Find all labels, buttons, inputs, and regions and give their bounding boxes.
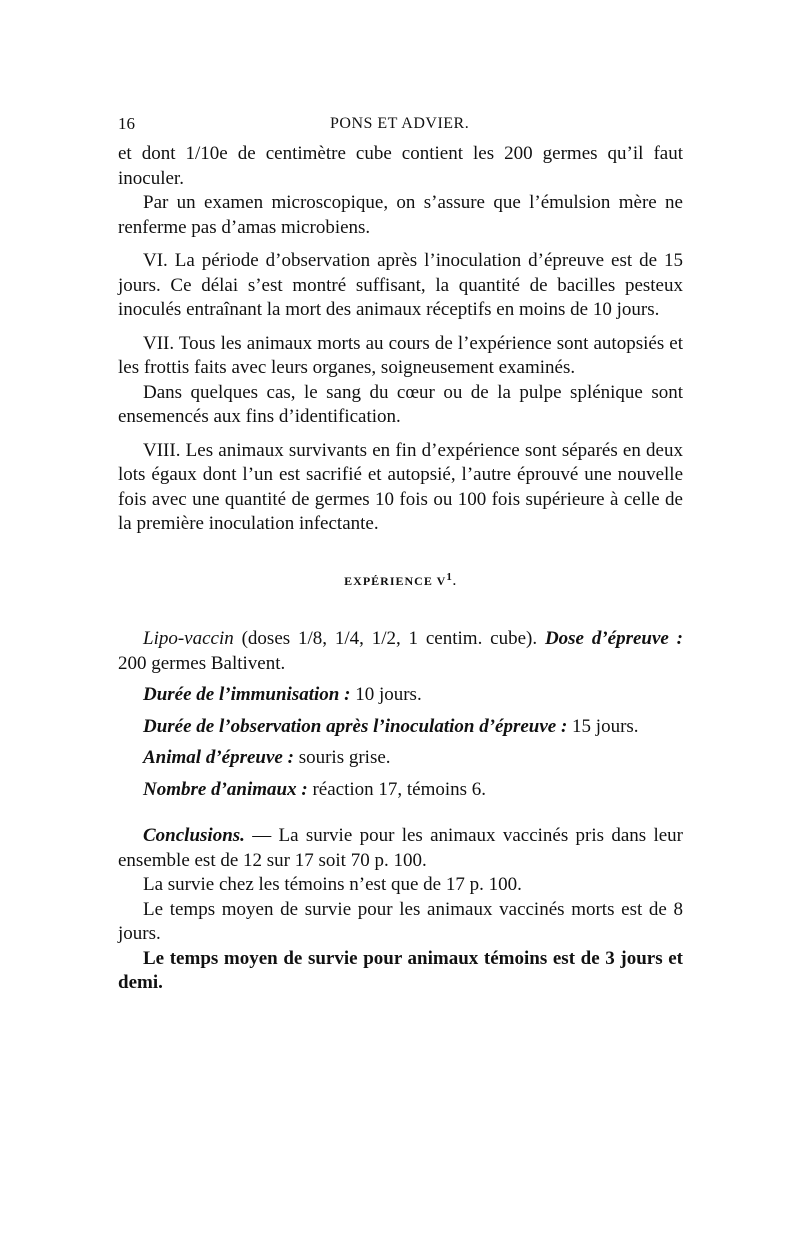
experiment-line-5 bbox=[118, 778, 683, 803]
paragraph-6: VIII. Les animaux survivants en fin d’expérience sont séparés en deux lots égaux dont l’un est sacrifié et autopsié, l’autre éprouvé une nouvelle fois avec une quantité de germes 10 fois ou 100 fois supérieure à celle de la première inoculation infectante. bbox=[118, 439, 683, 534]
observation-label: Durée de l’observation après l’inoculation d’épreuve : bbox=[143, 715, 568, 737]
experiment-line-3 bbox=[118, 715, 683, 740]
lipo-vaccin-text: (doses 1/8, 1/4, 1/2, 1 centim. cube). bbox=[233, 628, 545, 649]
immunisation-text: 10 jours. bbox=[350, 684, 422, 705]
experiment-line-2 bbox=[118, 683, 683, 708]
animal-label: Animal d’épreuve : bbox=[143, 747, 294, 768]
section-title bbox=[118, 565, 683, 594]
paragraph-4: VII. Tous les animaux morts au cours de l’expérience sont autopsiés et les frottis faits avec leurs organes, soigneusement examinés. bbox=[118, 332, 683, 378]
footnote-mark: 1 bbox=[446, 570, 453, 583]
lipo-vaccin-label: Lipo-vaccin bbox=[143, 628, 234, 649]
nombre-text: réaction 17, témoins 6. bbox=[307, 778, 487, 800]
section-title-end: . bbox=[452, 573, 457, 588]
page-number: 16 bbox=[118, 114, 135, 133]
experiment-line-1 bbox=[118, 627, 683, 676]
dose-text: 200 germes Baltivent. bbox=[118, 652, 286, 674]
experiment-block bbox=[118, 627, 683, 802]
dose-label: Dose d’épreuve : bbox=[544, 628, 683, 649]
animal-text: souris grise. bbox=[293, 747, 391, 768]
conclusion-1 bbox=[118, 824, 683, 873]
conclusion-4: Le temps moyen de survie pour animaux témoins est de 3 jours et demi. bbox=[118, 947, 683, 993]
conclusion-1-text: — La survie pour les animaux vaccinés pris dans leur ensemble est de 12 sur 17 soit 70 p. 100. bbox=[118, 825, 683, 871]
experiment-line-4 bbox=[118, 746, 683, 771]
conclusions-label: Conclusions. bbox=[143, 825, 245, 846]
page-header bbox=[118, 112, 683, 142]
immunisation-label: Durée de l’immunisation : bbox=[143, 684, 351, 705]
paragraph-1: et dont 1/10e de centimètre cube contient les 200 germes qu’il faut inoculer. bbox=[118, 143, 683, 189]
paragraph-2: Par un examen microscopique, on s’assure que l’émulsion mère ne renferme pas d’amas microbiens. bbox=[118, 192, 683, 238]
paragraph-3: VI. La période d’observation après l’inoculation d’épreuve est de 15 jours. Ce délai s’est montré suffisant, la quantité de bacilles pesteux inoculés entraînant la mort des animaux réceptifs en moins de 10 jours. bbox=[118, 250, 683, 320]
section-title-text: EXPÉRIENCE V bbox=[344, 573, 447, 588]
conclusion-3: Le temps moyen de survie pour les animaux vaccinés morts est de 8 jours. bbox=[118, 898, 683, 944]
conclusions-block bbox=[118, 824, 683, 996]
running-title: PONS ET ADVIER. bbox=[330, 115, 470, 132]
nombre-label: Nombre d’animaux : bbox=[143, 778, 308, 800]
paragraph-5: Dans quelques cas, le sang du cœur ou de la pulpe splénique sont ensemencés aux fins d’identification. bbox=[118, 381, 683, 427]
conclusion-2: La survie chez les témoins n’est que de 17 p. 100. bbox=[143, 874, 522, 895]
observation-text: 15 jours. bbox=[567, 715, 639, 737]
book-page bbox=[118, 112, 683, 996]
